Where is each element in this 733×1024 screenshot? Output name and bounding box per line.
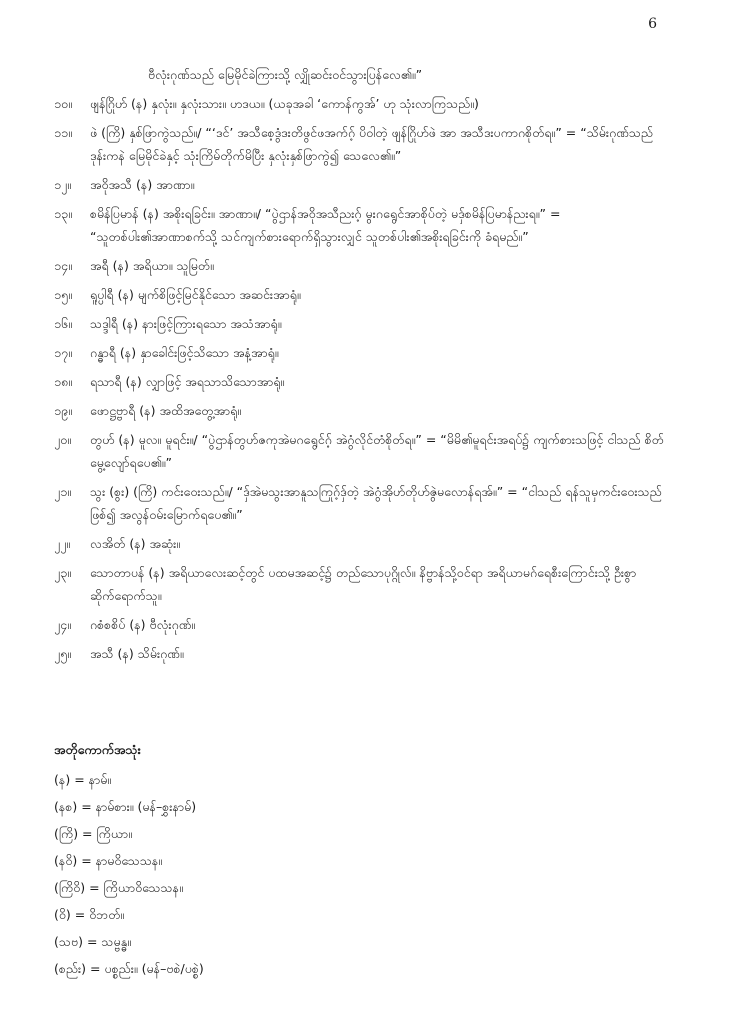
- entry-text: တွဟ် (န) မူလ။ မူရင်း။/ “ပွဲဌာန်တွဟ်ဇကုအဲမဂရွေင်ဂ့် အဲဂွံလိုင်တံစိုတ်ရ။” = “မိမိ၏မူရင်းအရပ်၌ ကျက်စားသဖြင့် ငါသည် စိတ်မွေ့လျော်ရပေ၏။”: [90, 432, 664, 470]
- glossary-entry: [54, 480, 669, 526]
- entry-text: ဗီလုံးဂုဏ်သည် မြေမိုင်ခဲကြားသို့ လျှိုဆင်းဝင်သွားပြန်လေ၏။”: [148, 67, 423, 82]
- entry-text: အသီ (န) သိမ်းဂုဏ်။: [90, 646, 184, 661]
- entry-text: အရီ (န) အရိယာ။ သူမြတ်။: [90, 258, 214, 273]
- entry-text: ရသာရီ (န) လျှာဖြင့် အရသာသိသောအာရုံ။: [90, 374, 285, 389]
- glossary-entry: [54, 561, 669, 607]
- entry-text: လအိတ် (န) အဆုံး။: [90, 536, 181, 551]
- glossary-entry: [54, 642, 669, 665]
- entry-number: ၂၃။: [54, 565, 71, 580]
- entry-text: ဖဲ (ကြိ) နှစ်ဖြာကွဲသည်။/ “‘ဒင်’ အသီစေ့ဒွံဒးတိဖွင်ဖအက်ဂ့် ပိဝါတဲ့ ဖျန်ဂြိုဟ်ဖဲ အာ အသီဒးပကာဂစိုတ်ရ။” = “သိမ်းဂုဏ်သည် ဒုန်းကနဲ မြေမိုင်ခဲနှင့် သုံးကြိမ်တိုက်မိပြီး နှလုံးနှစ်ဖြာကွဲ၍ သေလေ၏။”: [90, 125, 654, 163]
- entry-number: ၂၀။: [54, 432, 71, 447]
- glossary-entry: [54, 341, 669, 364]
- glossary-entry: [54, 613, 669, 636]
- entry-text: သွး (စွး) (ကြိ) ကင်းဝေးသည်။/ “ဒှ်အဲမသွးအာနူသကြုဂ့်ဒှ်တဲ့ အဲဂွံအိုဟ်တိုဟ်ဇွဲမလောန်ရအ်။” = “ငါသည် ရန်သူမှကင်းဝေးသည်ဖြစ်၍ အလွန်ဝမ်းမြောက်ရပေ၏။”: [90, 484, 662, 522]
- entry-text: ဖျန်ဂြိုဟ် (န) နှလုံး။ နှလုံးသား။ ဟဒယ။ (ယခုအခါ ‘ကောန်ကွအ်’ ဟု သုံးလာကြသည်။): [90, 96, 479, 111]
- entry-number: ၁၃။: [54, 206, 72, 221]
- abbreviation-item: (စည်း) = ပစ္စည်း။ (မန်–ဗစဲ/ပစ္စဲ): [54, 961, 204, 976]
- entry-number: ၂၁။: [54, 484, 71, 499]
- entry-number: ၁၄။: [54, 258, 72, 273]
- entry-text: အဝိုအသီ (န) အာဏာ။: [90, 177, 195, 192]
- entry-text: စမိန်ပြမာန် (န) အစိုးရခြင်း။ အာဏာ။/ “ပွဲဌာန်အဝိုအသီညးဂ့် မွးဂရွေင်အာစိုပ်တဲ့ မဒှ်စမိန်ပြမာန်ညးရ။” = “သူတစ်ပါး၏အာဏာစက်သို့ သင်ကျက်စားရောက်ရှိသွားလျှင် သူတစ်ပါး၏အစိုးရခြင်းကို ခံရမည်။”: [90, 206, 561, 244]
- glossary-entry: [90, 63, 669, 86]
- entry-number: ၁၈။: [54, 374, 72, 389]
- entry-text: သောတာပန် (န) အရိယာလေးဆင့်တွင် ပထမအဆင့်၌ တည်သောပုဂ္ဂိုလ်။ နိဗ္ဗာန်သို့ဝင်ရာ အရိယာမဂ်ရေစီးကြောင်းသို့ ဦးစွာဆိုက်ရောက်သူ။: [90, 565, 637, 603]
- entry-number: ၂၄။: [54, 617, 71, 632]
- entry-number: ၂၂။: [54, 536, 71, 551]
- glossary-entry: [54, 370, 669, 393]
- glossary-entry: [54, 92, 669, 115]
- abbreviation-item: (ကြိဝိ) = ကြိယာဝိသေသန။: [54, 880, 183, 895]
- entry-number: ၁၆။: [54, 316, 72, 331]
- entry-number: ၁၀။: [54, 96, 72, 111]
- page-number: 6: [648, 16, 657, 32]
- abbreviation-item: (ဝိ) = ဝိဘတ်။: [54, 907, 125, 922]
- abbreviation-item: (န) = နာမ်။: [54, 772, 112, 787]
- glossary-entry: [54, 254, 669, 277]
- abbreviation-item: (သဗ) = သမ္ဗန္ဓ။: [54, 934, 131, 949]
- glossary-entry: [54, 121, 669, 167]
- abbreviations-heading: အတိုကောက်အသုံး: [54, 742, 141, 757]
- entry-text: ဂန္ဓာရီ (န) နှာခေါင်းဖြင့်သိသော အနံ့အာရုံ။: [90, 345, 279, 360]
- entry-number: ၂၅။: [54, 646, 71, 661]
- entry-text: ဖောဋ္ဌဗ္ဗာရီ (န) အထိအတွေ့အာရုံ။: [90, 403, 242, 418]
- glossary-entry: [54, 312, 669, 335]
- abbreviation-item: (ကြိ) = ကြိယာ။: [54, 826, 132, 841]
- glossary-list: [54, 63, 669, 671]
- entry-number: ၁၇။: [54, 345, 72, 360]
- entry-text: ရူပ္ပါရီ (န) မျက်စိဖြင့်မြင်နိုင်သော အဆင်းအာရုံ။: [90, 287, 301, 302]
- glossary-entry: [54, 283, 669, 306]
- abbreviations-section: [54, 738, 669, 984]
- entry-number: ၁၂။: [54, 177, 71, 192]
- abbreviation-item: (နဝိ) = နာမဝိသေသန။: [54, 853, 163, 868]
- entry-number: ၁၉။: [54, 403, 72, 418]
- glossary-entry: [54, 399, 669, 422]
- glossary-entry: [54, 173, 669, 196]
- glossary-entry: [54, 532, 669, 555]
- entry-text: ဂစံစစိပ် (န) ဗီလုံးဂုဏ်။: [90, 617, 196, 632]
- glossary-entry: [54, 202, 669, 248]
- glossary-entry: [54, 428, 669, 474]
- entry-number: ၁၁။: [54, 125, 72, 140]
- entry-number: ၁၅။: [54, 287, 72, 302]
- abbreviation-item: (နစ) = နာမ်စား။ (မန်–စွှးနာမ်): [54, 799, 197, 814]
- entry-text: သဒ္ဒါရီ (န) နားဖြင့်ကြားရသော အသံအာရုံ။: [90, 316, 282, 331]
